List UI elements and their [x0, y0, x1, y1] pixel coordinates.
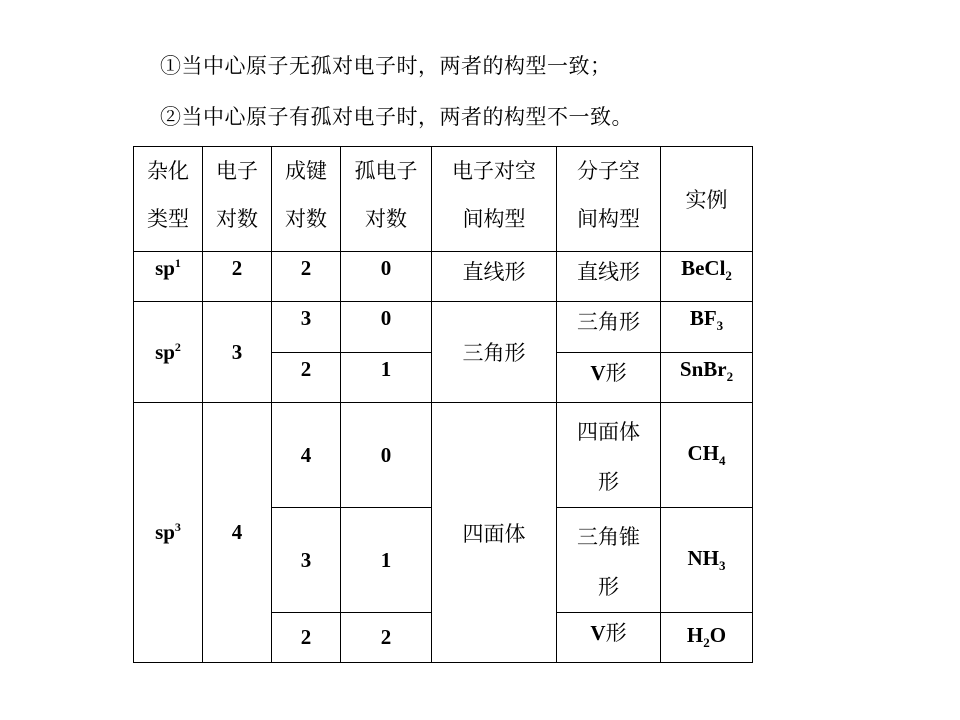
note-line-1: ①当中心原子无孤对电子时，两者的构型一致； [160, 54, 612, 78]
header-bond-pairs: 成键 对数 [272, 147, 341, 252]
lone-pairs: 1 [341, 508, 432, 613]
vsepr-geometry: 三角形 [432, 302, 557, 403]
header-electron-pairs: 电子 对数 [203, 147, 272, 252]
table-header-row [134, 147, 753, 252]
molecular-geometry: 三角形 [557, 302, 661, 353]
header-vsepr-geometry: 电子对空 间构型 [432, 147, 557, 252]
note-line-2: ②当中心原子有孤对电子时，两者的构型不一致。 [160, 105, 633, 129]
example-formula: $BF_3$ [661, 302, 753, 353]
header-molecular-geometry: 分子空 间构型 [557, 147, 661, 252]
lone-pairs: 1 [341, 353, 432, 403]
header-lone-pairs: 孤电子 对数 [341, 147, 432, 252]
example-formula: SnBr$_2$ [661, 353, 753, 403]
molecular-geometry: 四面体 形 [557, 403, 661, 508]
bond-pairs: 3 [272, 508, 341, 613]
table-row [134, 252, 753, 302]
bond-pairs: 3 [272, 302, 341, 353]
vsepr-geometry: 四面体 [432, 403, 557, 663]
header-example: 实例 [661, 147, 753, 252]
bond-pairs: 2 [272, 252, 341, 302]
electron-pairs: 3 [203, 302, 272, 403]
bond-pairs: 4 [272, 403, 341, 508]
header-hybrid-type: 杂化 类型 [134, 147, 203, 252]
hybridization-table [133, 146, 753, 663]
lone-pairs: 0 [341, 403, 432, 508]
molecular-geometry: V形 [557, 613, 661, 663]
example-formula: BeCl$_2$ [661, 252, 753, 302]
vsepr-geometry: 直线形 [432, 252, 557, 302]
lone-pairs: 0 [341, 302, 432, 353]
table-row [134, 403, 753, 508]
lone-pairs: 2 [341, 613, 432, 663]
example-formula: $CH_4$ [661, 403, 753, 508]
molecular-geometry: 三角锥 形 [557, 508, 661, 613]
table-row [134, 302, 753, 353]
example-formula: $NH_3$ [661, 508, 753, 613]
bond-pairs: 2 [272, 353, 341, 403]
example-formula: $H_2O$ [661, 613, 753, 663]
lone-pairs: 0 [341, 252, 432, 302]
hybrid-sp1: $sp^1$ [134, 252, 203, 302]
molecular-geometry: V形 [557, 353, 661, 403]
hybrid-sp3: $sp^3$ [134, 403, 203, 663]
hybrid-sp2: $sp^2$ [134, 302, 203, 403]
electron-pairs: 4 [203, 403, 272, 663]
molecular-geometry: 直线形 [557, 252, 661, 302]
electron-pairs: 2 [203, 252, 272, 302]
bond-pairs: 2 [272, 613, 341, 663]
